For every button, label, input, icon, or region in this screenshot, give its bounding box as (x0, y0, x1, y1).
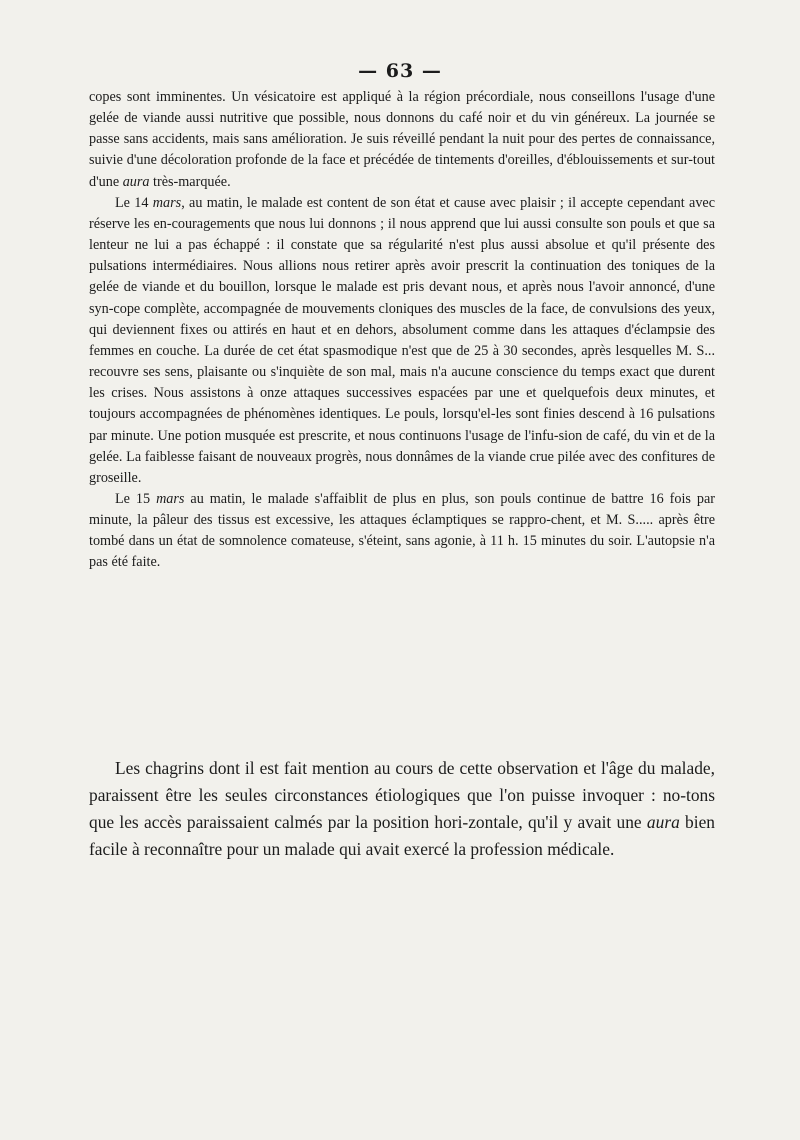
italic-run: aura (646, 812, 680, 832)
paragraph-commentary (89, 755, 715, 863)
paragraph-intro (89, 87, 715, 193)
text-run: , au matin, le malade est content de son état et cause avec plaisir ; il accepte cependant avec réserve les en-couragements que nous lui donnons ; il nous apprend que lui aussi consulte son pouls et que sa lenteur ne lui a pas échappé : il constate que sa régularité n'est plus aussi absolue et qu'il présente des pulsations intermédiaires. Nous allions nous retirer après avoir prescrit la continuation des toniques de la gelée de viande et du bouillon, lorsque le malade est pris devant nous, et après nous l'avoir annoncé, d'une syn-cope complète, accompagnée de mouvements cloniques des muscles de la face, de convulsions des yeux, qui deviennent fixes ou attirés en haut et en dehors, absolument comme dans les attaques d'éclampsie des femmes en couche. La durée de cet état spasmodique n'est que de 25 à 30 secondes, après lesquelles M. S... recouvre ses sens, plaisante ou s'inquiète de son mal, mais n'a aucune conscience du temps exact que durent les crises. Nous assistons à onze attaques successives espacées par une et quelquefois deux minutes, et toujours accompagnées de phénomènes identiques. Le pouls, lorsqu'el-les sont finies descend à 16 pulsations par minute. Une potion musquée est prescrite, et nous continuons l'usage de l'infu-sion de café, du vin et de la gelée. La faiblesse faisant de nouveaux progrès, nous donnâmes de la viande crue pilée avec des confitures de groseille. (89, 194, 716, 486)
text-run: Le 15 (115, 490, 157, 507)
paragraph-march-14 (89, 193, 715, 489)
text-run: Les chagrins dont il est fait mention au cours de cette observation et l'âge du malade, paraissent être les seules circonstances étiologiques que l'on puisse invoquer : no-tons que les accès paraissaient calmés par la position hori-zontale, qu'il y avait une (89, 758, 715, 832)
text-run: bien facile à reconnaître pour un malade qui avait exercé la profession médicale. (89, 812, 715, 859)
commentary-section (89, 755, 715, 863)
text-run: au matin, le malade s'affaiblit de plus en plus, son pouls continue de battre 16 fois par minute, la pâleur des tissus est excessive, les attaques éclamptiques se rappro-chent, et M. S..... après être tombé dans un état de somnolence comateuse, s'éteint, sans agonie, à 11 h. 15 minutes du soir. L'autopsie n'a pas été faite. (89, 490, 715, 571)
text-run: Le 14 (115, 194, 153, 211)
italic-run: mars (152, 194, 182, 211)
paragraph-march-15 (89, 489, 715, 574)
italic-run: mars (156, 490, 185, 507)
text-run: copes sont imminentes. Un vésicatoire est appliqué à la région précordiale, nous conseillons l'usage d'une gelée de viande aussi nutritive que possible, nous donnons du café noir et du vin généreux. La journée se passe sans accidents, mais sans amélioration. Je suis réveillé pendant la nuit pour des pertes de connaissance, suivie d'une décoloration profonde de la face et précédée de tintements d'oreilles, d'éblouissements et sur-tout d'une (89, 89, 715, 190)
case-observation (89, 87, 715, 574)
page-number: — 63 — (358, 60, 442, 82)
text-run: très-marquée. (149, 173, 231, 190)
italic-run: aura (122, 173, 150, 190)
